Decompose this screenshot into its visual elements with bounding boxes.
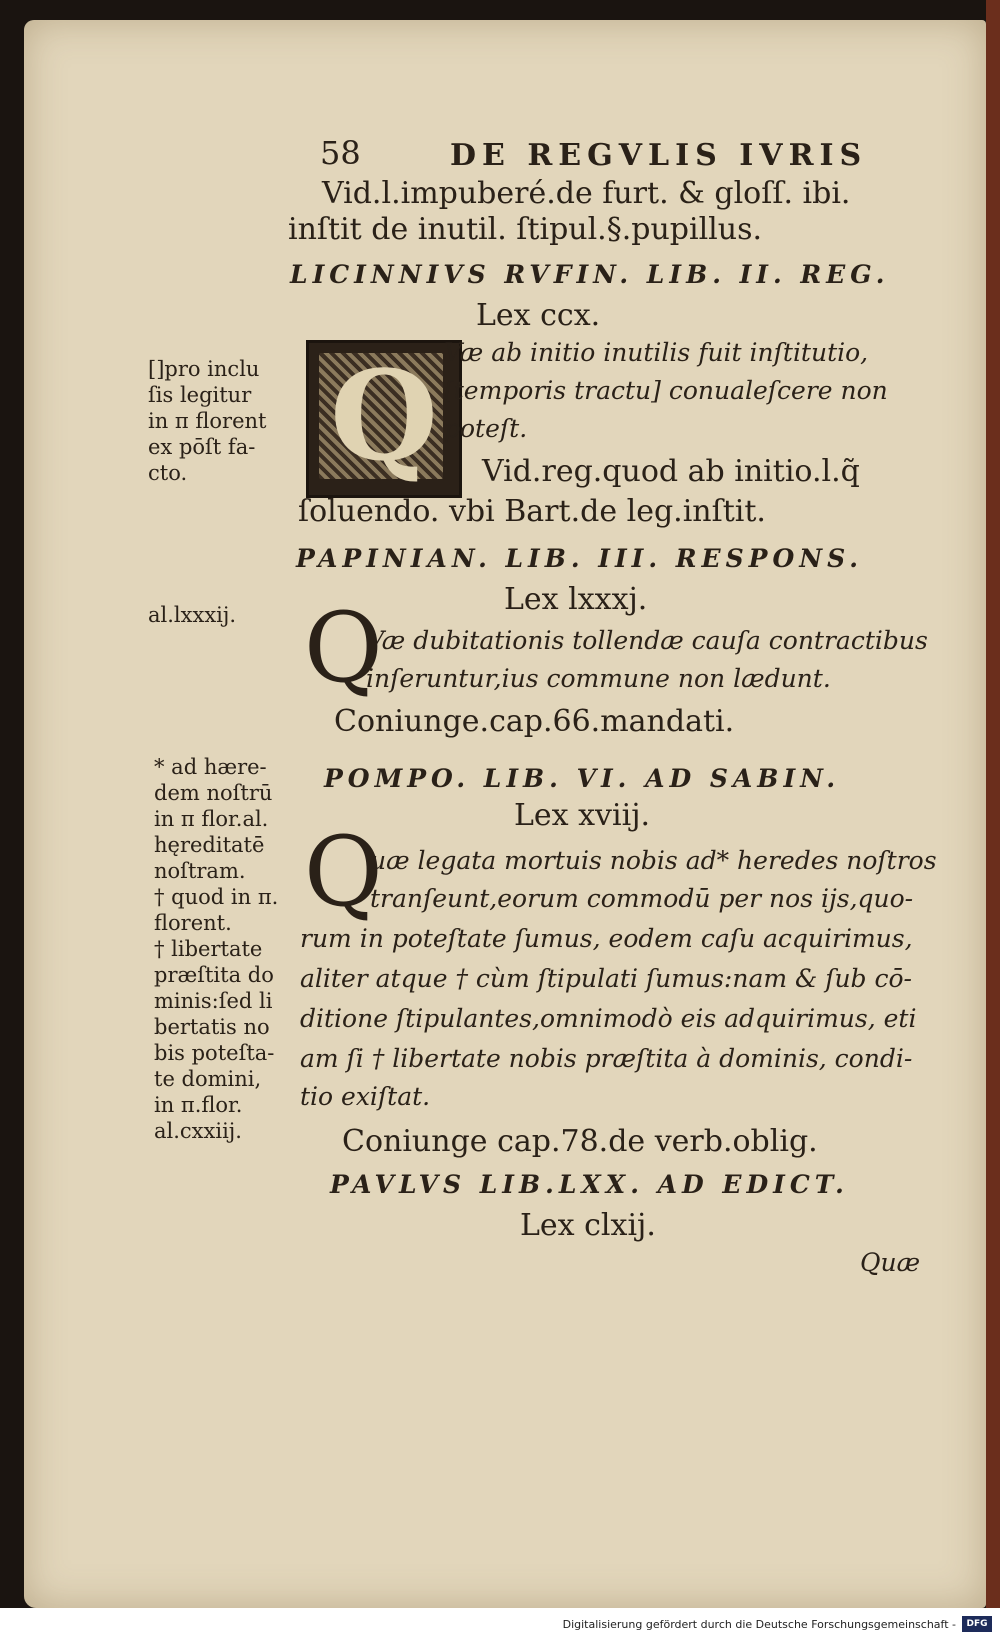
margin-line: † quod in π. — [154, 885, 279, 909]
rule-text: am ſi † libertate nobis præſtita à dominis, condi- — [300, 1044, 913, 1073]
margin-line: dem noſtrū — [154, 781, 273, 805]
rule-text: Væ dubitationis tollendæ cauſa contractibus — [366, 626, 928, 655]
decorated-initial — [306, 340, 462, 498]
text-line: ſoluendo. vbi Bart.de leg.inſtit. — [298, 494, 766, 529]
margin-line: minis:ſed li — [154, 989, 273, 1013]
initial-letter: Q — [329, 344, 438, 489]
rule-text: rum in poteſtate ſumus, eodem caſu acquirimus, — [300, 924, 913, 953]
margin-line: præſtita do — [154, 963, 274, 987]
rule-text: ditione ſtipulantes,omnimodò eis adquirimus, eti — [300, 1004, 917, 1033]
lex-number: Lex ccx. — [476, 298, 601, 333]
rule-text: [temporis tractu] conualeſcere non — [444, 376, 888, 405]
margin-line: in π flor.al. — [154, 807, 269, 831]
margin-line: * ad hære- — [154, 755, 267, 779]
margin-note-3 — [154, 754, 278, 1144]
lex-number: Lex xviij. — [514, 798, 651, 833]
margin-line: florent. — [154, 911, 232, 935]
rule-text: poteſt. — [444, 414, 528, 443]
margin-line: cto. — [148, 461, 188, 485]
lex-number: Lex clxij. — [520, 1208, 656, 1243]
rule-text: uæ legata mortuis nobis ad* heredes noſtros — [370, 846, 937, 875]
margin-note-2 — [148, 602, 236, 628]
dfg-logo: DFG — [962, 1616, 992, 1632]
rule-text: tio exiſtat. — [300, 1082, 431, 1111]
rule-text: inſeruntur,ius commune non lædunt. — [366, 664, 831, 693]
text-line: Coniunge cap.78.de verb.oblig. — [342, 1124, 818, 1159]
margin-note-1 — [148, 356, 266, 486]
margin-line: ſis legitur — [148, 383, 252, 407]
margin-line: te domini, — [154, 1067, 262, 1091]
margin-line: al.lxxxij. — [148, 603, 237, 627]
margin-line: noſtram. — [154, 859, 246, 883]
text-line: Vid.reg.quod ab initio.l.q̃ — [482, 454, 860, 489]
section-heading: PAPINIAN. LIB. III. RESPONS. — [296, 544, 863, 573]
section-heading: POMPO. LIB. VI. AD SABIN. — [324, 764, 841, 793]
footer-text: Digitalisierung gefördert durch die Deutsche Forschungsgemeinschaft - — [562, 1618, 956, 1631]
book-page — [24, 20, 986, 1608]
margin-line: []pro inclu — [148, 357, 260, 381]
margin-line: hęreditatē — [154, 833, 265, 857]
margin-line: † libertate — [154, 937, 263, 961]
text-line: Coniunge.cap.66.mandati. — [334, 704, 735, 739]
initial-letter: Q — [304, 816, 383, 928]
footer-bar — [0, 1608, 1000, 1640]
lex-number: Lex lxxxj. — [504, 582, 648, 617]
running-header: DE REGVLIS IVRIS — [450, 138, 868, 173]
book-edge — [986, 0, 1000, 1608]
margin-line: al.cxxiij. — [154, 1119, 242, 1143]
margin-line: bertatis no — [154, 1015, 270, 1039]
rule-text: aliter atque † cùm ſtipulati ſumus:nam & ſub cō- — [300, 964, 912, 993]
section-heading: LICINNIVS RVFIN. LIB. II. REG. — [290, 260, 890, 289]
section-heading: PAVLVS LIB.LXX. AD EDICT. — [330, 1170, 849, 1199]
page-number: 58 — [320, 134, 361, 172]
initial-letter: Q — [304, 592, 383, 704]
margin-line: ex pōſt fa- — [148, 435, 256, 459]
catchword: Quæ — [860, 1248, 921, 1277]
text-line: inſtit de inutil. ſtipul.§.pupillus. — [288, 212, 763, 247]
rule-text: tranſeunt,eorum commodū per nos ijs,quo- — [370, 884, 914, 913]
margin-line: bis poteſta- — [154, 1041, 275, 1065]
margin-line: in π florent — [148, 409, 267, 433]
margin-line: in π.flor. — [154, 1093, 243, 1117]
text-line: Vid.l.impuberé.de furt. & gloſſ. ibi. — [322, 176, 851, 211]
rule-text: Væ ab initio inutilis fuit inſtitutio, — [444, 338, 869, 367]
